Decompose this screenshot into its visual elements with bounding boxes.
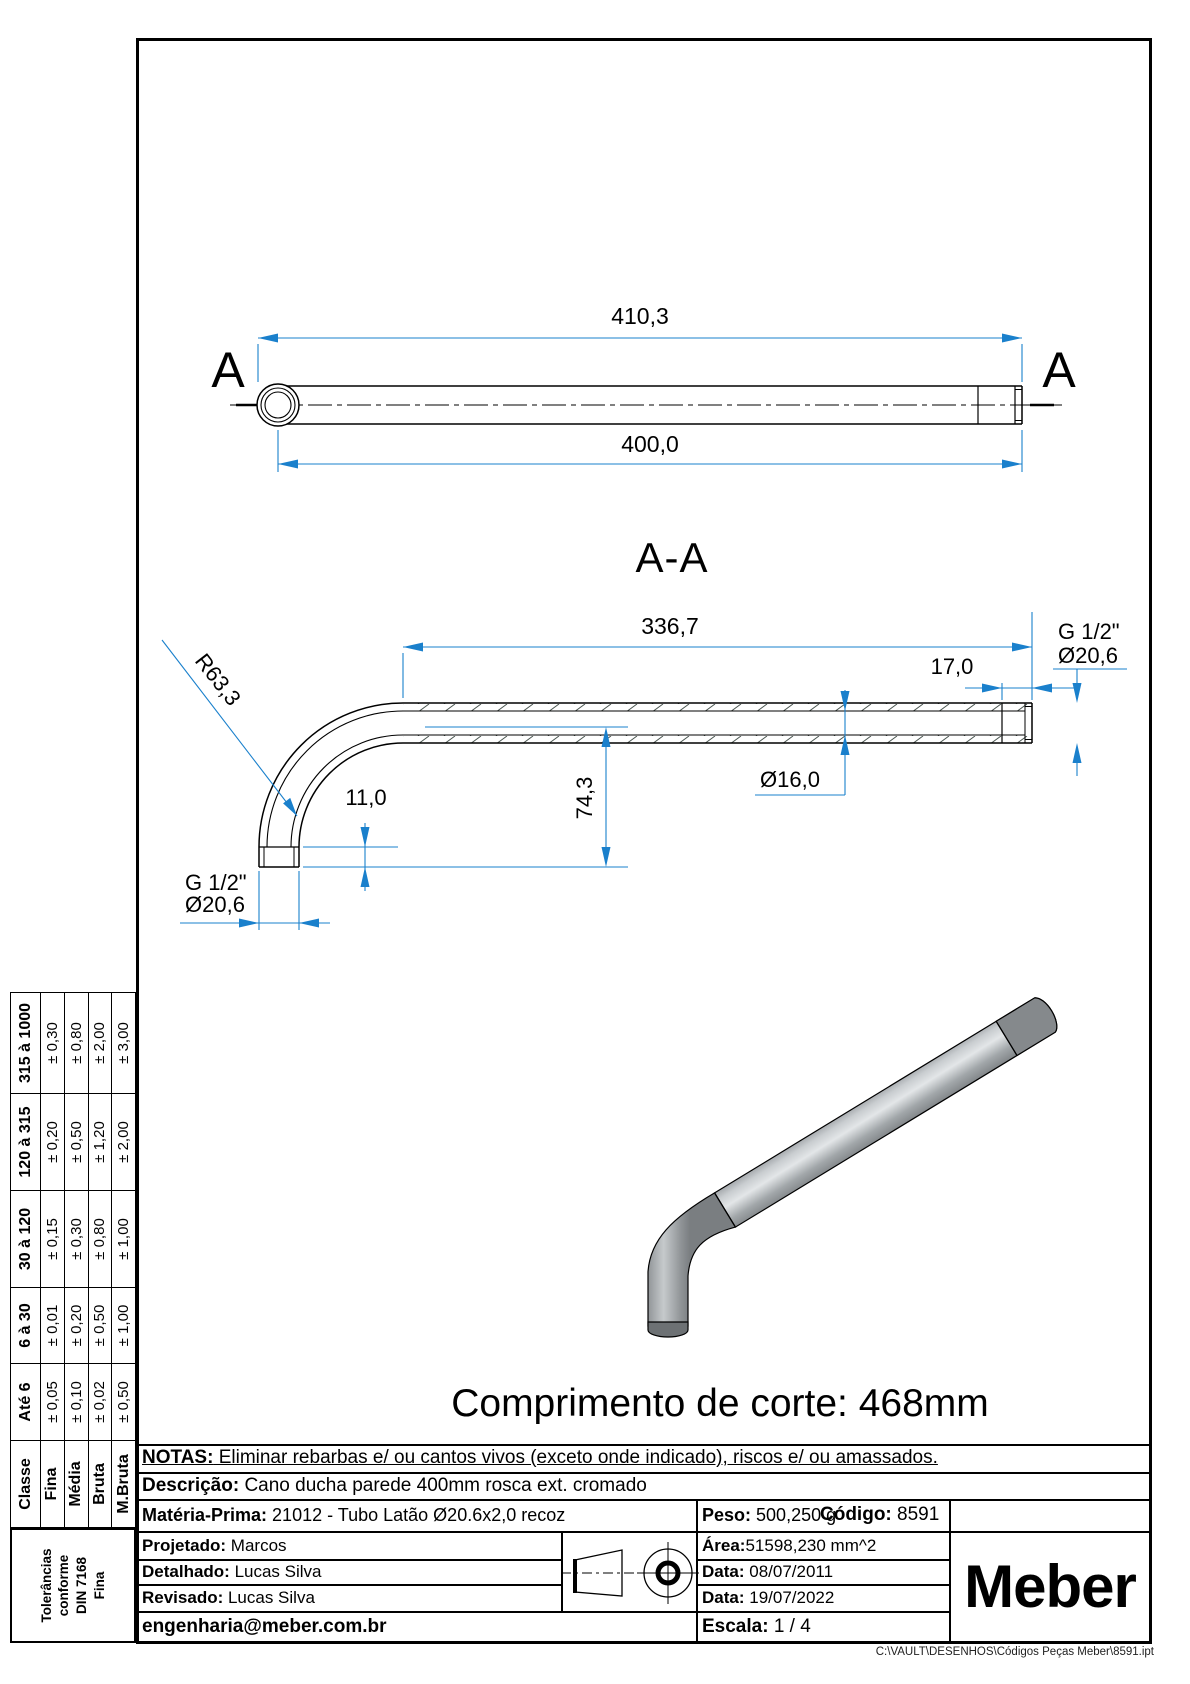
reviewed-by-value: Lucas Silva [223, 1588, 315, 1607]
dimension-label-bend-radius: R63,3 [190, 648, 246, 711]
dimension-label-length: 400,0 [621, 431, 679, 457]
tolerance-class-cell: Média [64, 1441, 88, 1528]
section-view-title: A-A [635, 534, 709, 581]
thread-spec-left-line2: Ø20,6 [185, 892, 245, 917]
tolerance-header-cell: Classe [11, 1441, 41, 1528]
tolerance-title-line: DIN 7168 [74, 1556, 89, 1615]
notes-label: NOTAS: [142, 1447, 214, 1468]
dimension-label-bore-diameter: Ø16,0 [760, 767, 820, 792]
designed-by-field [142, 1537, 287, 1555]
tolerance-row-fina [41, 993, 65, 1528]
tolerance-title-line: Tolerâncias [38, 1548, 54, 1623]
tolerance-header-cell: 6 à 30 [11, 1288, 41, 1364]
tolerance-value-cell: ± 0,02 [88, 1364, 112, 1441]
dimension-label-thread-right: 17,0 [930, 654, 974, 679]
reviewed-by-label: Revisado: [142, 1588, 224, 1607]
first-angle-projection-symbol [561, 1542, 699, 1604]
tolerance-header-cell: Até 6 [11, 1364, 41, 1441]
tolerance-table [10, 992, 136, 1643]
date-created-label: Data: [702, 1562, 745, 1581]
tolerance-class-cell: Bruta [88, 1441, 112, 1528]
cut-length-note: Comprimento de corte: 468mm [451, 1382, 989, 1425]
tolerance-row-mbruta [112, 993, 136, 1528]
tolerance-values-table [10, 992, 136, 1528]
thread-spec-right-line1: G 1/2" [1058, 619, 1120, 644]
tolerance-value-cell: ± 0,50 [88, 1288, 112, 1364]
tolerance-class-cell: M.Bruta [112, 1441, 136, 1528]
weight-field [702, 1506, 836, 1525]
tolerance-table-title [10, 1528, 136, 1643]
tolerance-value-cell: ± 0,01 [41, 1288, 65, 1364]
tolerance-value-cell: ± 0,20 [41, 1094, 65, 1191]
date-created-field [702, 1563, 833, 1581]
code-value: 8591 [891, 1504, 940, 1525]
area-label: Área: [702, 1536, 746, 1555]
dimension-label-straight-length: 336,7 [641, 613, 699, 639]
tolerance-value-cell: ± 0,20 [64, 1288, 88, 1364]
scale-field [702, 1617, 811, 1637]
dimension-label-thread-left-length: 11,0 [345, 785, 387, 810]
designed-by-value: Marcos [226, 1536, 287, 1555]
tolerance-value-cell: ± 0,10 [64, 1364, 88, 1441]
tolerance-value-cell: ± 1,00 [112, 1288, 136, 1364]
thread-spec-left-line1: G 1/2" [185, 870, 247, 895]
tolerance-class-cell: Fina [41, 1441, 65, 1528]
tolerance-title-line: Fina [91, 1571, 107, 1600]
code-label: Código: [820, 1504, 892, 1525]
section-letter-left: A [211, 342, 245, 398]
notes-text: Eliminar rebarbas e/ ou cantos vivos (exceto onde indicado), riscos e/ ou amassados. [213, 1447, 938, 1468]
tolerance-header-c: 120 à 315 [11, 1094, 41, 1191]
scale-value: 1 / 4 [768, 1616, 811, 1637]
tolerance-header-cell: 30 à 120 [11, 1191, 41, 1288]
tolerance-value-cell: ± 0,80 [64, 993, 88, 1094]
date-revised-label: Data: [702, 1588, 745, 1607]
file-path: C:\VAULT\DESENHOS\Códigos Peças Meber\8591.ipt [875, 1646, 1154, 1658]
tolerance-value-cell: ± 0,30 [41, 993, 65, 1094]
tolerance-value-cell: ± 0,80 [88, 1191, 112, 1288]
tolerance-value-cell: ± 1,20 [88, 1094, 112, 1191]
tolerance-value-cell: ± 2,00 [112, 1094, 136, 1191]
tolerance-value-cell: ± 2,00 [88, 993, 112, 1094]
detailed-by-value: Lucas Silva [229, 1562, 322, 1581]
tolerance-value-cell: ± 3,00 [112, 993, 136, 1094]
tolerance-value-cell: ± 0,30 [64, 1191, 88, 1288]
code-field [820, 1505, 939, 1525]
weight-value: 500,250 g [751, 1505, 837, 1525]
raw-material-field [142, 1506, 565, 1525]
area-value: 51598,230 mm^2 [745, 1536, 877, 1555]
tolerance-title-line: conforme [56, 1554, 72, 1617]
thread-spec-right-line2: Ø20,6 [1058, 643, 1118, 668]
iso-view-pipe [648, 998, 1057, 1337]
description-label: Descrição: [142, 1475, 240, 1496]
notes-line [142, 1448, 938, 1468]
tolerance-value-cell: ± 0,50 [112, 1364, 136, 1441]
tolerance-value-cell: ± 0,50 [64, 1094, 88, 1191]
designed-by-label: Projetado: [142, 1536, 227, 1555]
detailed-by-field [142, 1563, 322, 1581]
tolerance-value-cell: ± 0,05 [41, 1364, 65, 1441]
date-created-value: 08/07/2011 [744, 1562, 834, 1581]
tolerance-row-bruta [88, 993, 112, 1528]
description-value: Cano ducha parede 400mm rosca ext. cromado [239, 1475, 647, 1496]
date-revised-value: 19/07/2022 [744, 1588, 835, 1607]
tolerance-value-cell: ± 0,15 [41, 1191, 65, 1288]
description-line [142, 1476, 647, 1496]
engineering-email: engenharia@meber.com.br [142, 1616, 387, 1637]
scale-label: Escala: [702, 1616, 769, 1637]
dimension-label-overall-length: 410,3 [611, 303, 669, 329]
tolerance-header-row [11, 993, 41, 1528]
weight-label: Peso: [702, 1505, 752, 1525]
area-field [702, 1537, 876, 1555]
dimension-label-drop-height: 74,3 [572, 776, 597, 820]
raw-material-value: 21012 - Tubo Latão Ø20.6x2,0 recoz [267, 1505, 566, 1525]
company-logo: Meber [964, 1553, 1136, 1620]
reviewed-by-field [142, 1589, 315, 1607]
tolerance-row-media [64, 993, 88, 1528]
detailed-by-label: Detalhado: [142, 1562, 230, 1581]
tolerance-value-cell: ± 1,00 [112, 1191, 136, 1288]
tolerance-header-cell: 315 à 1000 [11, 993, 41, 1094]
raw-material-label: Matéria-Prima: [142, 1505, 268, 1525]
section-letter-right: A [1042, 342, 1076, 398]
date-revised-field [702, 1589, 834, 1607]
